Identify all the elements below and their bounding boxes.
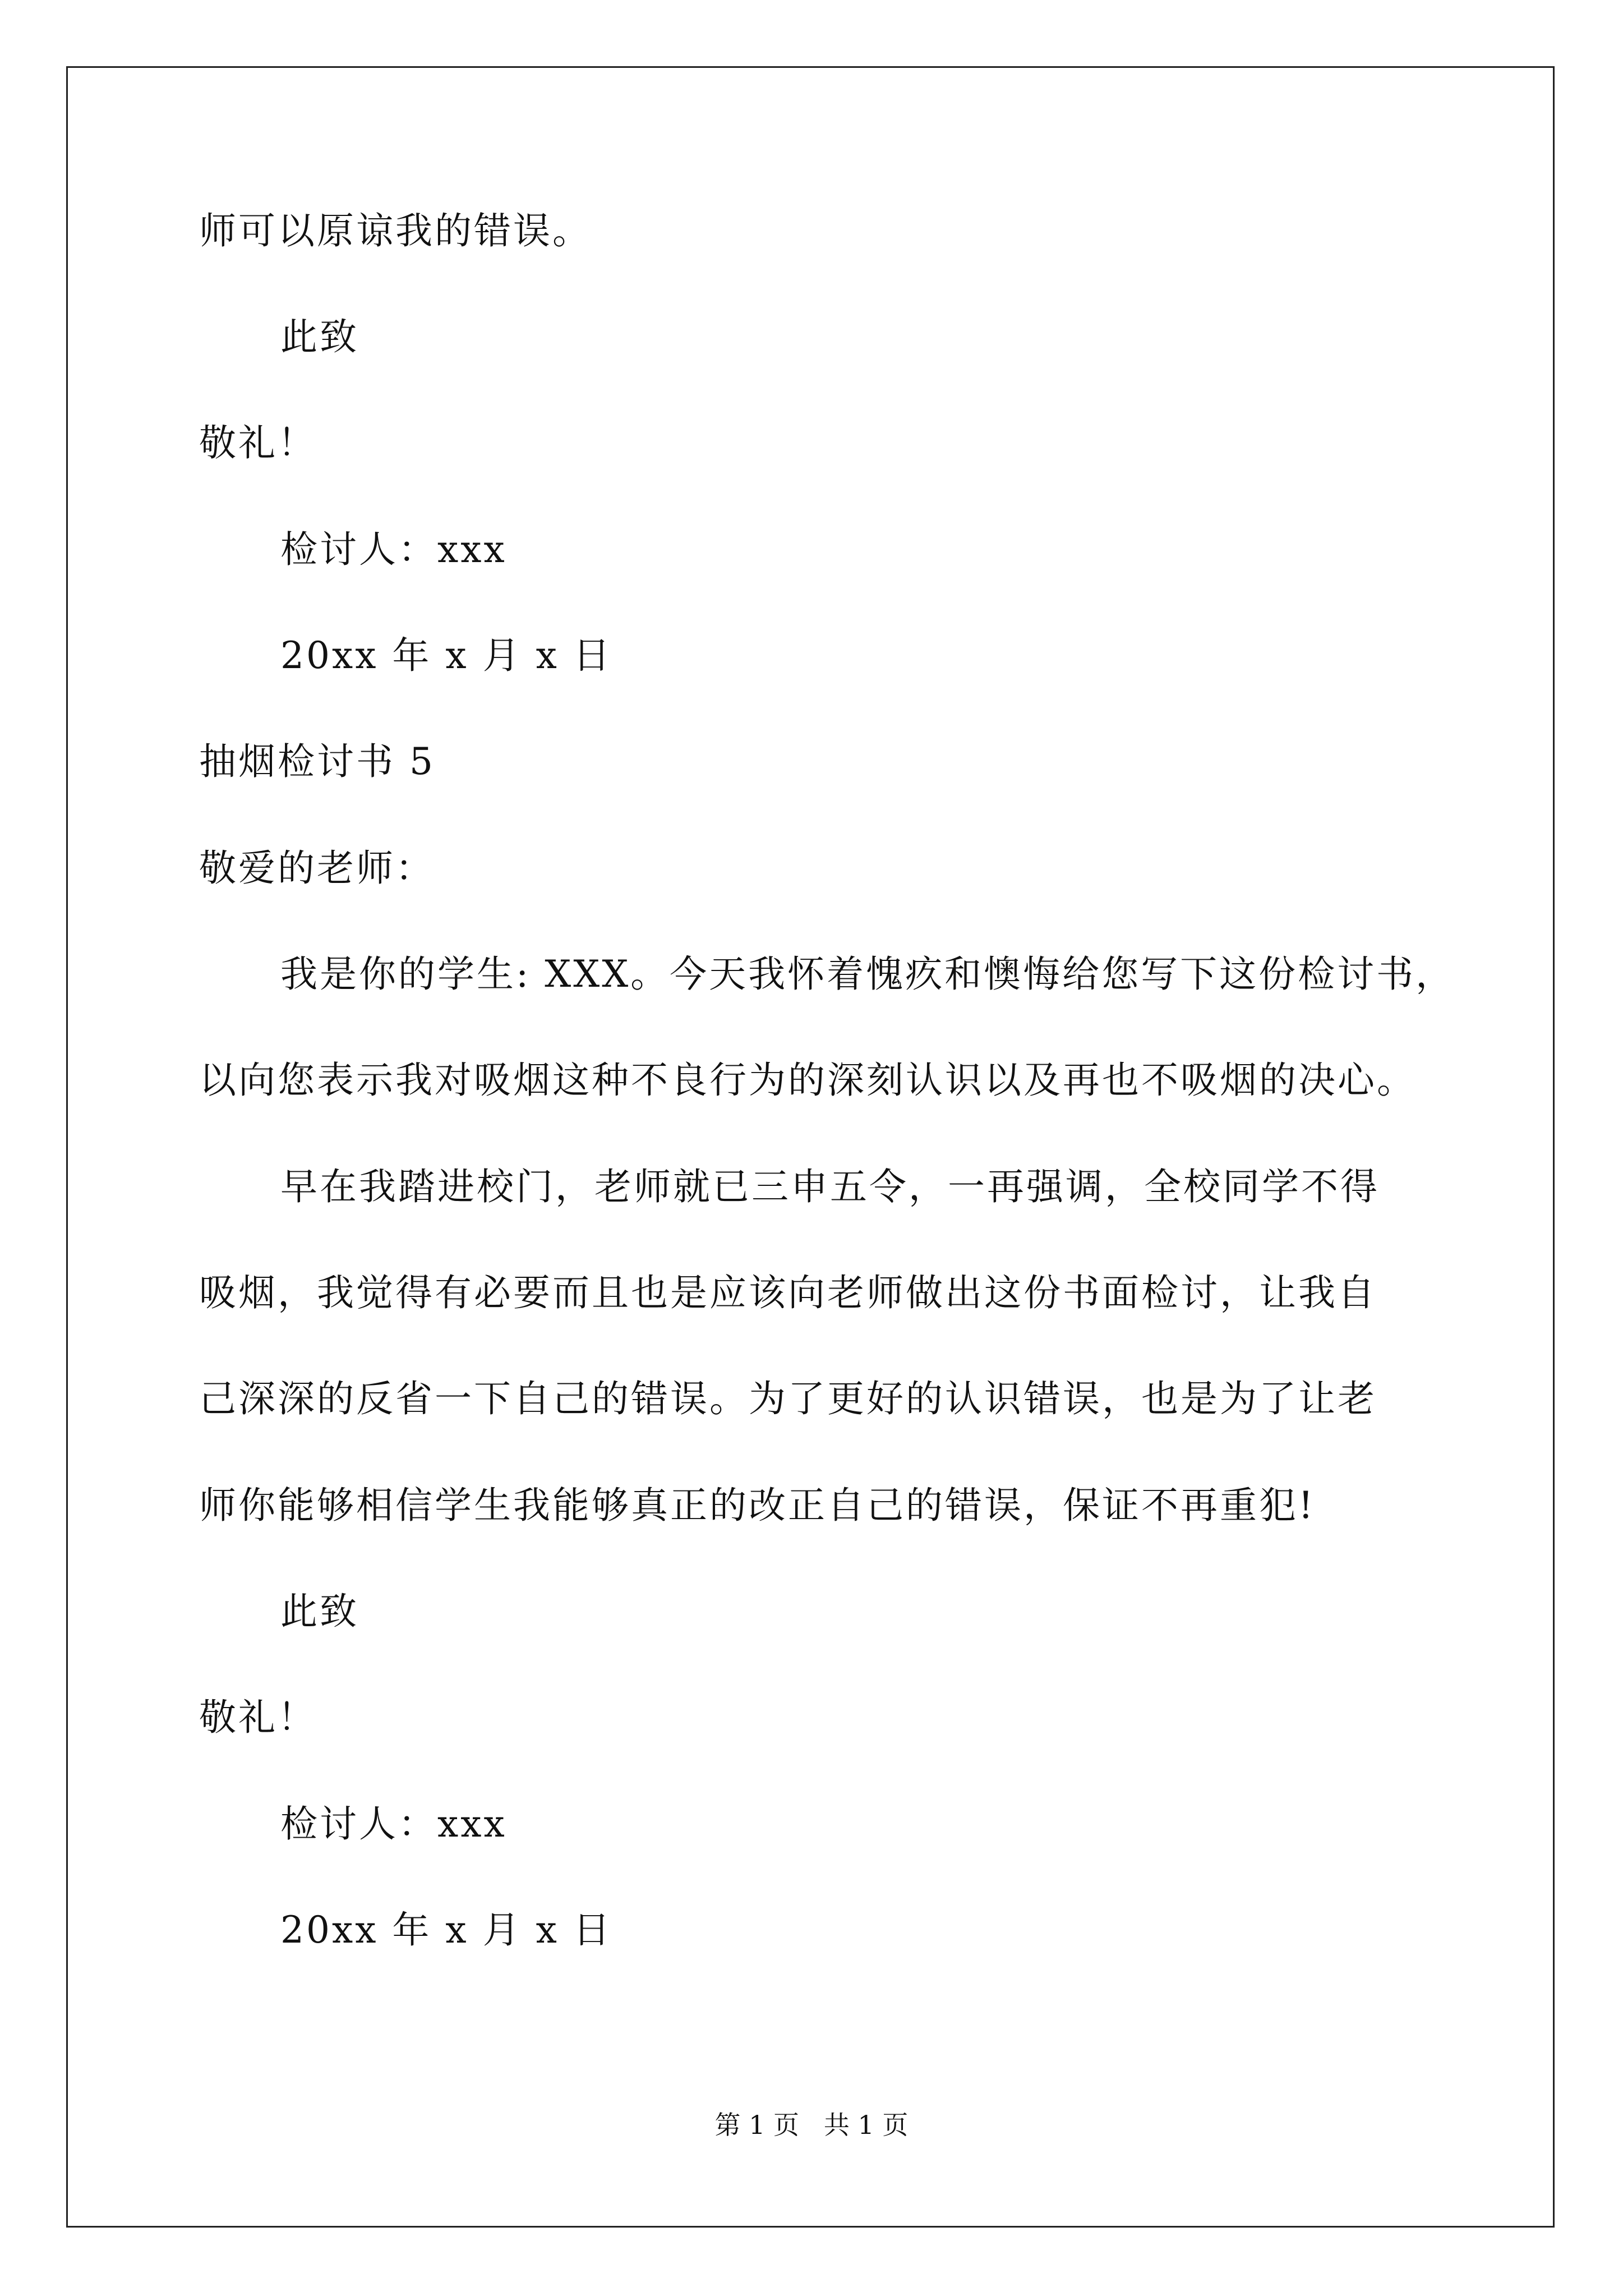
- text-line: 吸烟，我觉得有必要而且也是应该向老师做出这份书面检讨，让我自: [199, 1271, 1377, 1314]
- section-heading: 抽烟检讨书 5: [199, 740, 435, 783]
- signature-line: 检讨人：xxx: [280, 1802, 507, 1846]
- closing-salutation: 此致: [280, 1590, 359, 1633]
- signature-line: 检讨人：xxx: [280, 528, 507, 571]
- date-line: 20xx 年 x 月 x 日: [280, 1908, 612, 1952]
- page-number-footer: 第 1 页 共 1 页: [714, 2110, 909, 2140]
- greeting-line: 敬爱的老师：: [199, 846, 435, 890]
- closing-regards: 敬礼！: [199, 1696, 317, 1739]
- text-line: 师可以原谅我的错误。: [199, 209, 592, 252]
- text-line: 己深深的反省一下自己的错误。为了更好的认识错误，也是为了让老: [199, 1377, 1377, 1420]
- text-line: 师你能够相信学生我能够真正的改正自己的错误，保证不再重犯!: [199, 1484, 1316, 1527]
- page-frame: [66, 66, 1555, 2228]
- text-line: 早在我踏进校门，老师就已三申五令，一再强调，全校同学不得: [280, 1165, 1380, 1208]
- closing-salutation: 此致: [280, 315, 359, 358]
- date-line: 20xx 年 x 月 x 日: [280, 634, 612, 677]
- closing-regards: 敬礼！: [199, 421, 317, 464]
- text-line: 我是你的学生: XXX。今天我怀着愧疚和懊悔给您写下这份检讨书，: [280, 953, 1455, 996]
- text-line: 以向您表示我对吸烟这种不良行为的深刻认识以及再也不吸烟的决心。: [199, 1059, 1416, 1102]
